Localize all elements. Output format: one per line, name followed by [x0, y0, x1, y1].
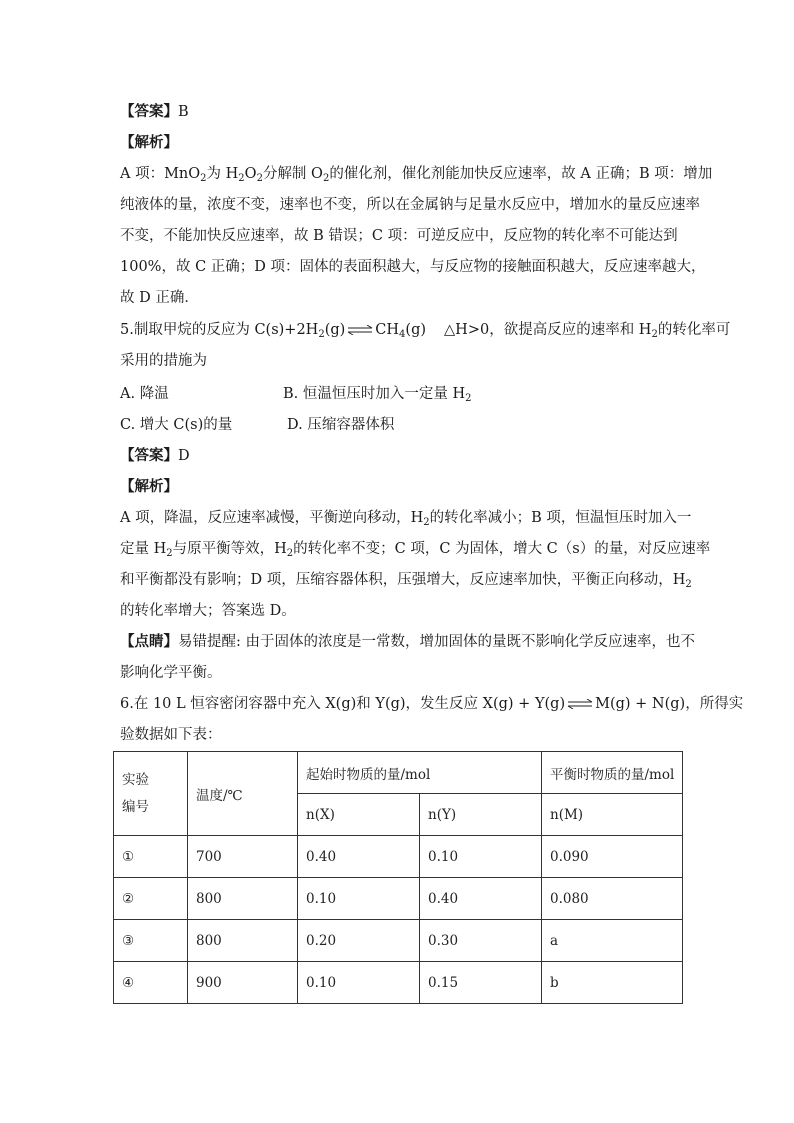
- q4-analysis-line-2: 纯液体的量，浓度不变，速率也不变，所以在金属钠与足量水反应中，增加水的量反应速率: [120, 197, 700, 213]
- q5-option-d: D. 压缩容器体积: [287, 417, 395, 433]
- header-nx: n(X): [298, 794, 420, 836]
- q5-tip-line-1: 【点睛】易错提醒: 由于固体的浓度是一常数，增加固体的量既不影响化学反应速率，也不: [120, 633, 695, 650]
- q4-analysis-line-3: 不变，不能加快反应速率，故 B 错误；C 项：可逆反应中，反应物的转化率不可能达到: [120, 228, 678, 244]
- q4-analysis-line-5: 故 D 正确．: [120, 290, 199, 306]
- q4-analysis-label: 【解析】: [120, 134, 178, 151]
- q4-analysis-line-4: 100%，故 C 正确；D 项：固体的表面积越大，与反应物的接触面积越大，反应速率越大，: [120, 259, 706, 275]
- q5-analysis-line-2: 定量 $H_2$与原平衡等效，$H_2$的转化率不变；C 项，C 为固体，增大 C（s）的量，对反应速率: [120, 541, 711, 559]
- table-row: ③ 800 0.20 0.30 a: [114, 920, 683, 962]
- tip-label: 【点睛】: [120, 633, 178, 650]
- table-row: ① 700 0.40 0.10 0.090: [114, 836, 683, 878]
- q5-answer: [120, 446, 190, 466]
- answer-value: B: [178, 104, 189, 120]
- q5-option-b: B. 恒温恒压时加入一定量 $H_2$: [283, 386, 472, 404]
- q5-analysis-line-1: A 项，降温，反应速率减慢，平衡逆向移动，$H_2$的转化率减小；B 项，恒温恒压时加入一: [120, 510, 692, 528]
- q5-stem-line-2: 采用的措施为: [120, 353, 207, 369]
- header-nm: n(M): [542, 794, 683, 836]
- answer-value: D: [178, 448, 190, 464]
- answer-label: 【答案】: [120, 103, 178, 120]
- header-temp: 温度/℃: [188, 752, 298, 836]
- equilibrium-arrow-icon: [347, 325, 373, 335]
- answer-label: 【答案】: [120, 447, 178, 464]
- header-start: 起始时物质的量/mol: [298, 752, 542, 794]
- table-row: ④ 900 0.10 0.15 b: [114, 962, 683, 1004]
- q5-option-c: C. 增大 C(s)的量: [120, 417, 233, 433]
- q6-stem-line-2: 验数据如下表：: [120, 727, 222, 743]
- equilibrium-arrow-icon: [567, 699, 593, 709]
- q6-stem-line-1: 6.在 10 L 恒容密闭容器中充入 X(g)和 Y(g)，发生反应 X(g) + Y(g) M(g) + N(g)，所得实: [120, 696, 744, 712]
- q5-analysis-line-3: 和平衡都没有影响；D 项，压缩容器体积，压强增大，反应速率加快，平衡正向移动，$H_2$: [120, 572, 692, 590]
- q4-answer: [120, 102, 189, 122]
- q5-analysis-label: 【解析】: [120, 478, 178, 495]
- q5-tip-line-2: 影响化学平衡。: [120, 665, 222, 681]
- table-row: ② 800 0.10 0.40 0.080: [114, 878, 683, 920]
- header-ny: n(Y): [420, 794, 542, 836]
- header-eq: 平衡时物质的量/mol: [542, 752, 683, 794]
- q5-stem-line-1: 5.制取甲烷的反应为 $C(s)+2H_2(g)$ $CH_4(g)$ △H>0，欲提高反应的速率和 $H_2$的转化率可: [120, 322, 731, 340]
- header-exp-no: 实验 编号: [114, 752, 188, 836]
- q4-analysis-line-1: A 项：MnO$_2$为 $H_2O_2$分解制 $O_2$的催化剂，催化剂能加快反应速率，故 A 正确；B 项：增加: [120, 166, 713, 184]
- q5-analysis-line-4: 的转化率增大；答案选 D。: [120, 603, 296, 619]
- q5-option-a: A. 降温: [120, 386, 169, 402]
- experiment-data-table: [113, 751, 683, 1004]
